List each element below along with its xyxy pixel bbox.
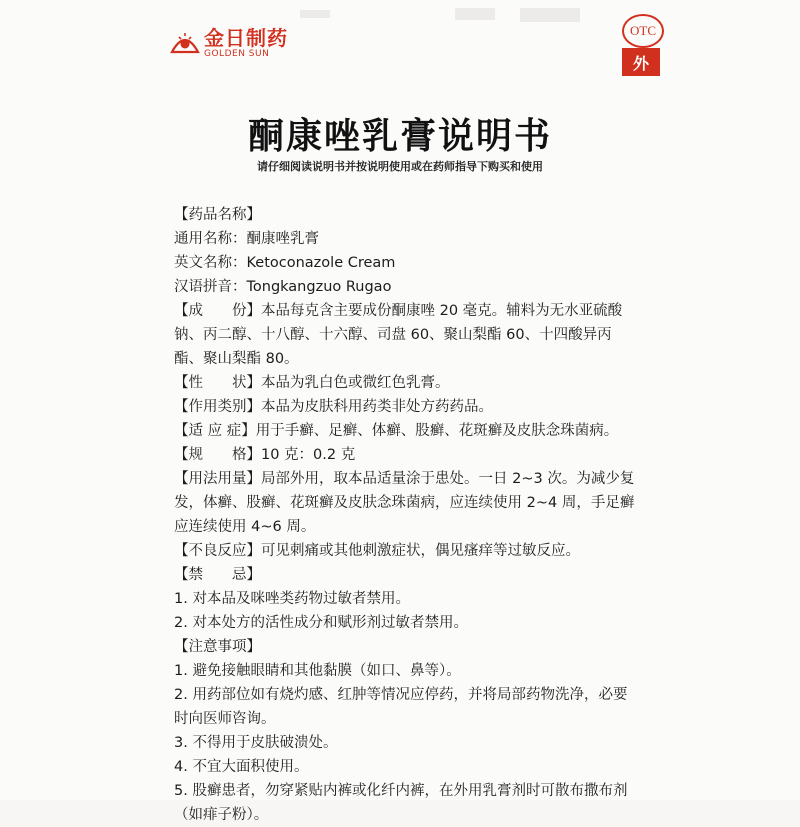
brand-name-en: GOLDEN SUN — [204, 49, 270, 59]
section-dosage: 【用法用量】局部外用，取本品适量涂于患处。一日 2~3 次。为减少复发，体癣、股癣、花斑癣及皮肤念珠菌病，应连续使用 2~4 周，手足癣应连续使用 4~6 周。 — [174, 471, 635, 535]
sun-icon — [170, 26, 200, 56]
brand-name-cn: 金日制药 — [204, 26, 288, 50]
section-properties: 【性 状】本品为乳白色或微红色乳膏。 — [174, 375, 450, 391]
section-specification: 【规 格】10 克：0.2 克 — [174, 447, 356, 463]
document-subtitle: 请仔细阅读说明书并按说明使用或在药师指导下购买和使用 — [257, 160, 543, 173]
document-title: 酮康唑乳膏说明书 — [247, 116, 552, 157]
pinyin-name: 汉语拼音：Tongkangzuo Rugao — [174, 279, 392, 295]
generic-name: 通用名称：酮康唑乳膏 — [174, 231, 319, 247]
section-adverse-reactions: 【不良反应】可见刺痛或其他刺激症状，偶见瘙痒等过敏反应。 — [174, 543, 580, 559]
bleed-through-mark — [455, 8, 495, 20]
section-category: 【作用类别】本品为皮肤科用药类非处方药药品。 — [174, 399, 493, 415]
english-name: 英文名称：Ketoconazole Cream — [174, 255, 396, 271]
section-drug-name-header: 【药品名称】 — [174, 207, 261, 223]
external-use-badge: 外 — [622, 48, 660, 76]
precaution-item: 2. 用药部位如有烧灼感、红肿等情况应停药，并将局部药物洗净，必要时向医师咨询。 — [174, 687, 628, 727]
contraindication-item: 2. 对本处方的活性成分和赋形剂过敏者禁用。 — [174, 615, 468, 631]
leaflet-body — [174, 203, 636, 827]
contraindication-item: 1. 对本品及咪唑类药物过敏者禁用。 — [174, 591, 410, 607]
section-precautions-header: 【注意事项】 — [174, 639, 261, 655]
precaution-item: 3. 不得用于皮肤破溃处。 — [174, 735, 338, 751]
section-indications: 【适 应 症】用于手癣、足癣、体癣、股癣、花斑癣及皮肤念珠菌病。 — [174, 423, 619, 439]
otc-badge: OTC — [622, 14, 664, 48]
bleed-through-mark — [300, 10, 330, 18]
bleed-through-mark — [520, 8, 580, 22]
section-ingredients: 【成 份】本品每克含主要成份酮康唑 20 毫克。辅料为无水亚硫酸钠、丙二醇、十八醇、十六醇、司盘 60、聚山梨酯 60、十四酸异丙酯、聚山梨酯 80。 — [174, 303, 623, 367]
precaution-item: 1. 避免接触眼睛和其他黏膜（如口、鼻等）。 — [174, 663, 461, 679]
section-contraindications-header: 【禁 忌】 — [174, 567, 261, 583]
precaution-item: 4. 不宜大面积使用。 — [174, 759, 309, 775]
precaution-item: 5. 股癣患者，勿穿紧贴内裤或化纤内裤，在外用乳膏剂时可散布撒布剂（如痱子粉）。 — [174, 783, 628, 823]
